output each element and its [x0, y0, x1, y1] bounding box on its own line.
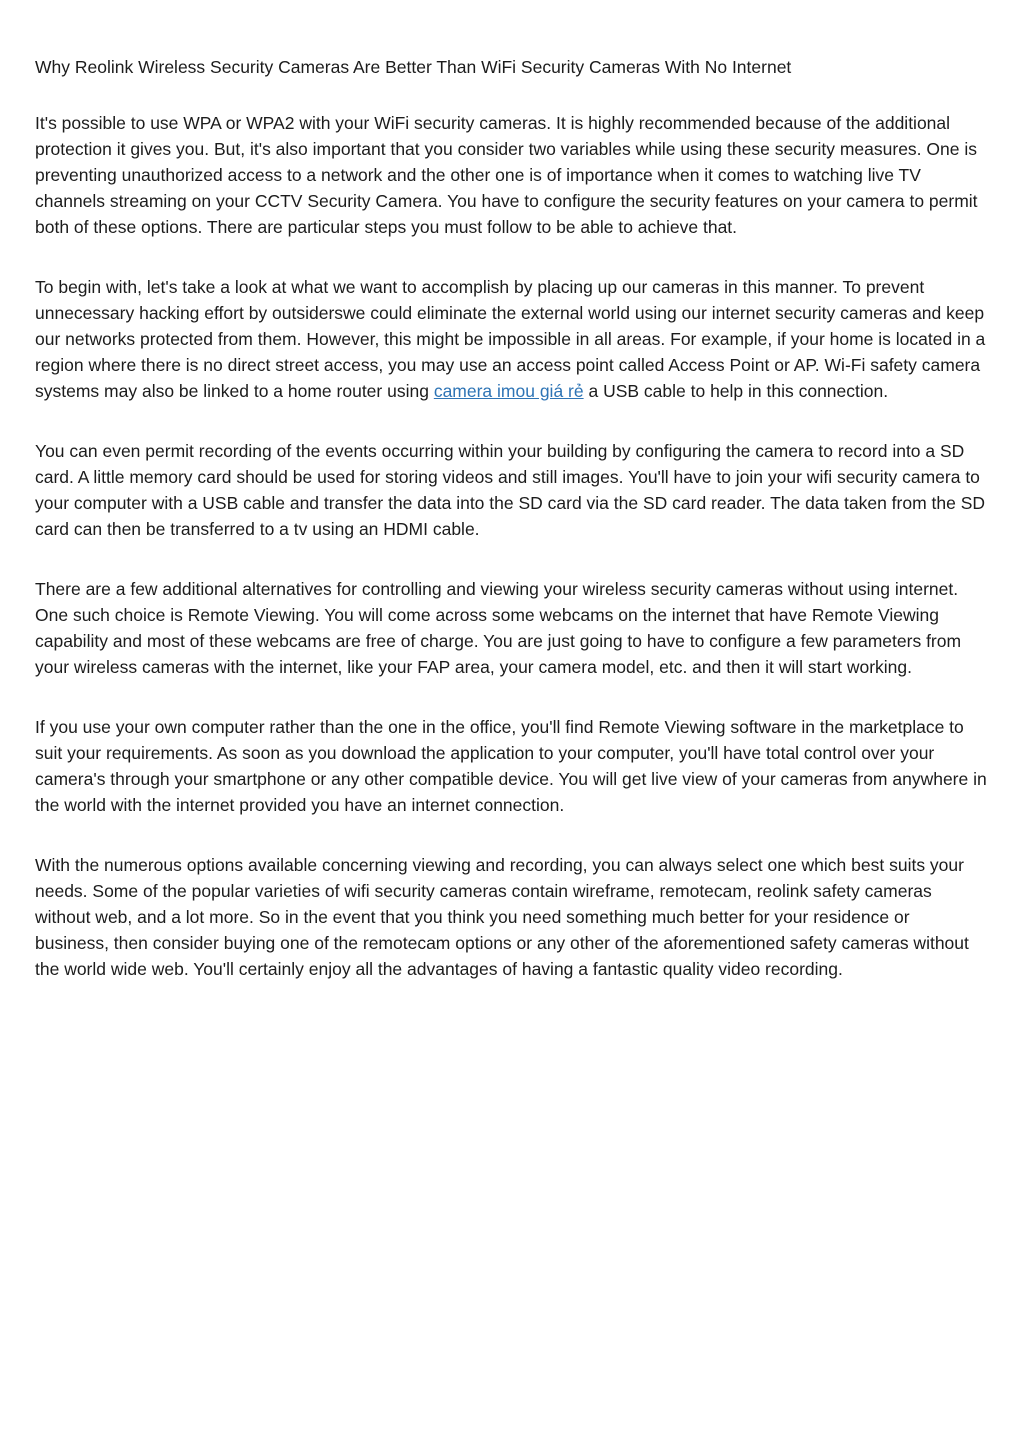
paragraph-6: With the numerous options available concerning viewing and recording, you can always select one which best suits your needs. Some of the popular varieties of wifi security cameras contain wireframe, remotecam, reolink safety cameras without web, and a lot more. So in the event that you think you need something much better for your residence or business, then consider buying one of the remotecam options or any other of the aforementioned safety cameras without the world wide web. You'll certainly enjoy all the advantages of having a fantastic quality video recording. [35, 855, 969, 979]
paragraph-1: It's possible to use WPA or WPA2 with your WiFi security cameras. It is highly recommended because of the additional protection it gives you. But, it's also important that you consider two variables while using these security measures. One is preventing unauthorized access to a network and the other one is of importance when it comes to watching live TV channels streaming on your CCTV Security Camera. You have to configure the security features on your camera to permit both of these options. There are particular steps you must follow to be able to achieve that. [35, 113, 978, 237]
paragraph-4: There are a few additional alternatives for controlling and viewing your wireless security cameras without using internet. One such choice is Remote Viewing. You will come across some webcams on the internet that have Remote Viewing capability and most of these webcams are free of charge. You are just going to have to configure a few parameters from your wireless cameras with the internet, like your FAP area, your camera model, etc. and then it will start working. [35, 579, 962, 677]
document-title: Why Reolink Wireless Security Cameras Are Better Than WiFi Security Cameras With No Internet [35, 57, 792, 77]
paragraph-2-after-link: a USB cable to help in this connection. [583, 381, 889, 401]
paragraph-3: You can even permit recording of the events occurring within your building by configuring the camera to record into a SD card. A little memory card should be used for storing videos and still images. You'll have to join your wifi security camera to your computer with a USB cable and transfer the data into the SD card via the SD card reader. The data taken from the SD card can then be transferred to a tv using an HDMI cable. [35, 441, 986, 539]
paragraph-2-before-link: To begin with, let's take a look at what we want to accomplish by placing up our cameras in this manner. To prevent unnecessary hacking effort by outsiderswe could eliminate the external world using our internet security cameras and keep our networks protected from them. However, this might be impossible in all areas. For example, if your home is located in a region where there is no direct street access, you may use an access point called Access Point or AP. Wi-Fi safety camera systems may also be linked to a home router using [35, 277, 986, 401]
paragraph-2 [35, 274, 988, 404]
paragraph-5: If you use your own computer rather than the one in the office, you'll find Remote Viewing software in the marketplace to suit your requirements. As soon as you download the application to your computer, you'll have total control over your camera's through your smartphone or any other compatible device. You will get live view of your cameras from anywhere in the world with the internet provided you have an internet connection. [35, 717, 987, 815]
inline-link-camera-imou[interactable]: camera imou giá rẻ [433, 381, 584, 401]
